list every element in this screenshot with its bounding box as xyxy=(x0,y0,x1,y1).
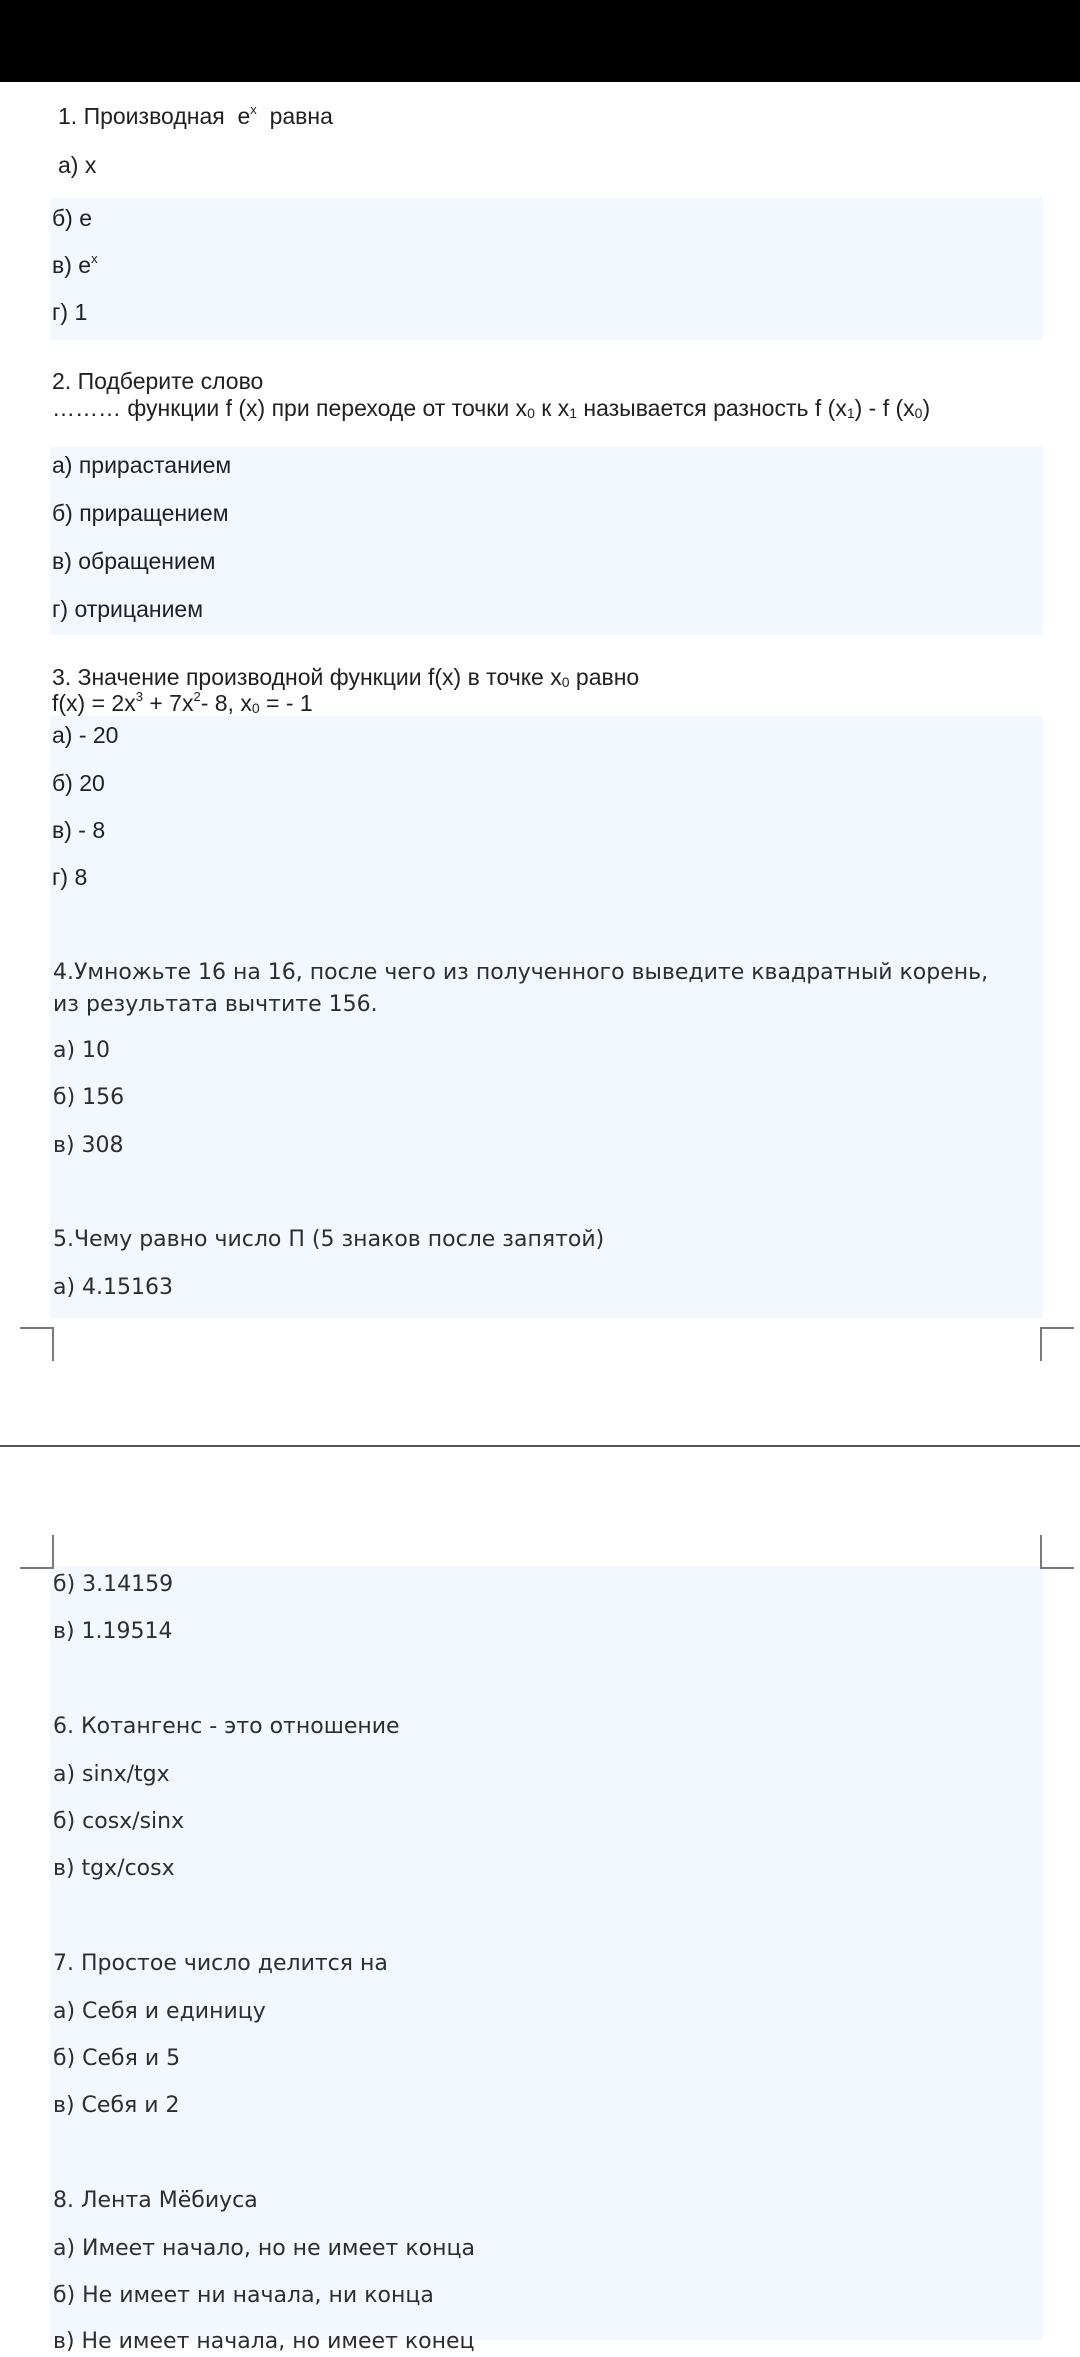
page-corner-mark xyxy=(20,1327,54,1361)
q3-option-d[interactable]: г) 8 xyxy=(52,864,88,890)
q2-option-b[interactable]: б) приращением xyxy=(52,500,229,526)
q5-option-b[interactable]: б) 3.14159 xyxy=(53,1572,174,1597)
q6-option-b[interactable]: б) cosx/sinx xyxy=(53,1809,185,1834)
q3-option-b[interactable]: б) 20 xyxy=(52,770,105,796)
question-2-text: ……… функции f (x) при переходе от точки $x_0$ к $x_1$ называется разность f $(x_1)$ - f $(x_0)$ xyxy=(52,395,931,421)
question-4-title: 4.Умножьте 16 на 16, после чего из полученного выведите квадратный корень, из результата вычтите 156. xyxy=(53,960,989,1017)
q1-option-d[interactable]: г) 1 xyxy=(52,299,88,325)
q7-option-a[interactable]: а) Себя и единицу xyxy=(53,1999,266,2024)
q1-option-c[interactable]: в) $e^x$ xyxy=(52,251,98,278)
q6-option-c[interactable]: в) tgx/cosx xyxy=(53,1856,175,1881)
q1-option-b[interactable]: б) e xyxy=(52,205,93,231)
question-3-title: 3. Значение производной функции f(x) в точке $x_0$ равно xyxy=(52,664,640,690)
question-2-title: 2. Подберите слово xyxy=(52,368,264,394)
q4-option-a[interactable]: а) 10 xyxy=(53,1038,111,1063)
q3-option-a[interactable]: а) - 20 xyxy=(52,722,119,748)
question-5-title: 5.Чему равно число П (5 знаков после запятой) xyxy=(53,1227,605,1252)
q4-option-b[interactable]: б) 156 xyxy=(53,1085,125,1110)
page-corner-mark xyxy=(1040,1535,1074,1569)
q2-option-d[interactable]: г) отрицанием xyxy=(52,596,204,622)
q1-option-a[interactable]: а) x xyxy=(58,152,97,178)
q8-option-b[interactable]: б) Не имеет ни начала, ни конца xyxy=(53,2283,434,2308)
q8-option-c[interactable]: в) Не имеет начала, но имеет конец xyxy=(53,2329,475,2354)
q7-option-c[interactable]: в) Себя и 2 xyxy=(53,2093,180,2118)
question-1: 1. Производная $e^x$ равна xyxy=(58,102,333,129)
page-separator xyxy=(0,1445,1080,1447)
page-corner-mark xyxy=(1040,1327,1074,1361)
page-corner-mark xyxy=(20,1535,54,1569)
status-bar xyxy=(0,0,1080,82)
question-8-title: 8. Лента Мёбиуса xyxy=(53,2188,258,2213)
q7-option-b[interactable]: б) Себя и 5 xyxy=(53,2046,181,2071)
question-7-title: 7. Простое число делится на xyxy=(53,1951,388,1976)
answer-block-q1 xyxy=(50,198,1043,340)
q6-option-a[interactable]: а) sinx/tgx xyxy=(53,1762,170,1787)
q2-option-c[interactable]: в) обращением xyxy=(52,548,216,574)
q5-option-c[interactable]: в) 1.19514 xyxy=(53,1619,173,1644)
q5-option-a[interactable]: а) 4.15163 xyxy=(53,1275,174,1300)
question-6-title: 6. Котангенс - это отношение xyxy=(53,1714,400,1739)
q8-option-a[interactable]: а) Имеет начало, но не имеет конца xyxy=(53,2236,475,2261)
q3-option-c[interactable]: в) - 8 xyxy=(52,817,106,843)
question-3-function: $f(x) = 2x^3 + 7x^2-$ 8, $x_0$ = - 1 xyxy=(52,689,313,716)
q2-option-a[interactable]: а) прирастанием xyxy=(52,452,232,478)
q4-option-c[interactable]: в) 308 xyxy=(53,1133,124,1158)
